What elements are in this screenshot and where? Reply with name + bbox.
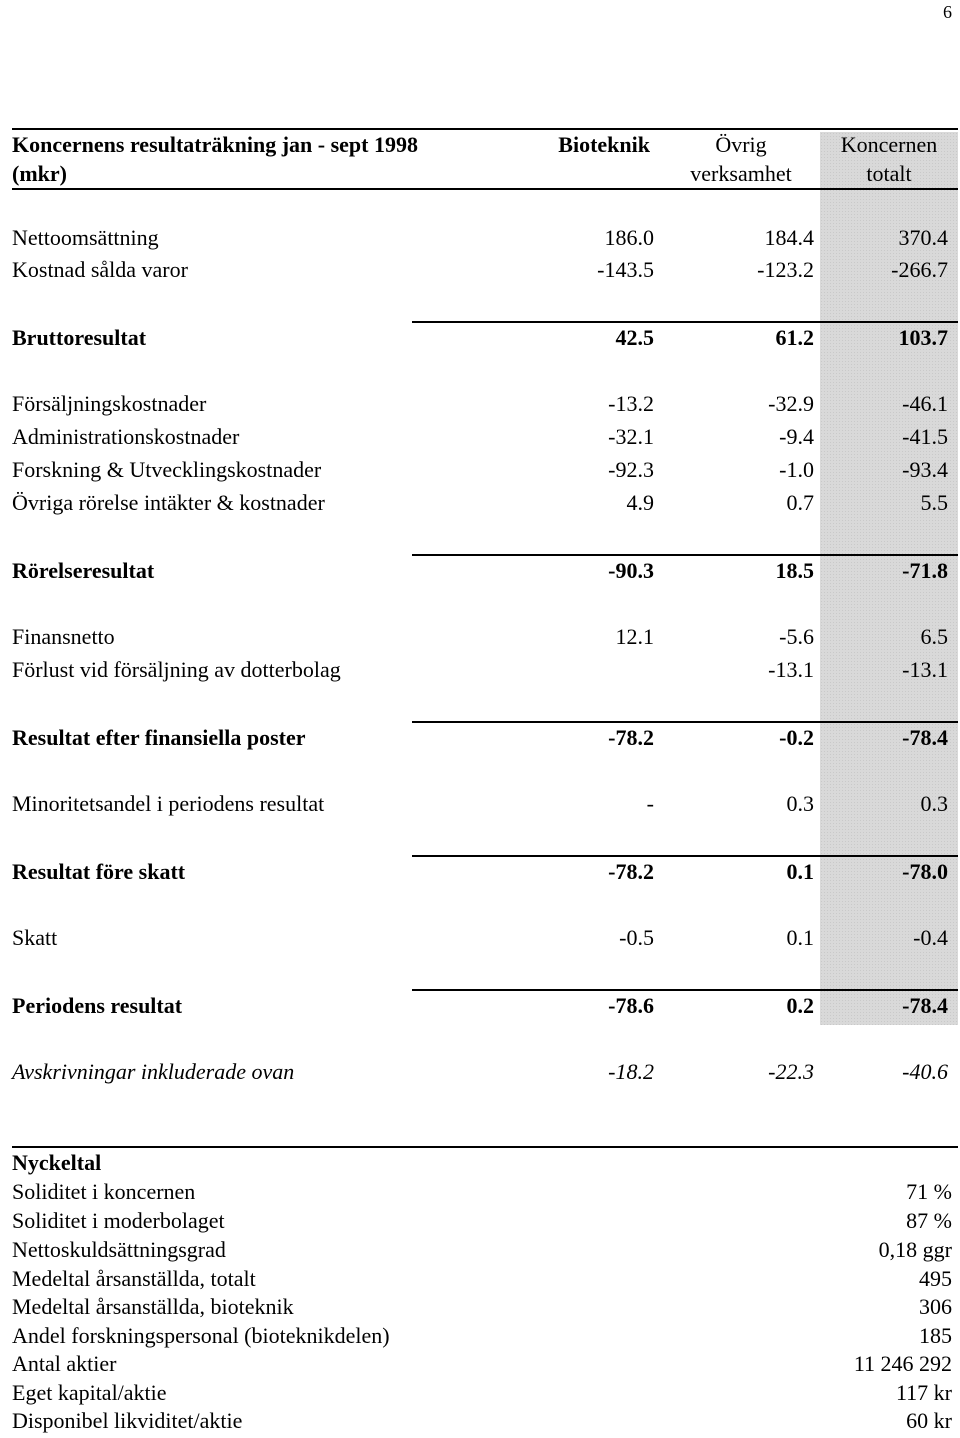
row-label: Forskning & Utvecklingskostnader [12,457,322,482]
column-header-bioteknik: Bioteknik [558,132,650,157]
table-row-subtotal [0,856,960,888]
row-label: Skatt [12,925,58,950]
value-ovrig: 0.1 [786,925,814,950]
table-row-total [0,990,960,1022]
table-title [12,130,512,188]
value-bioteknik: -143.5 [597,257,654,282]
value-bioteknik: -78.2 [608,725,654,750]
key-figure-value: 60 kr [906,1408,952,1433]
value-bioteknik: 42.5 [615,325,654,350]
value-bioteknik: 12.1 [615,624,654,649]
row-label: Försäljningskostnader [12,391,207,416]
value-total: 103.7 [898,325,948,350]
table-row [0,454,960,486]
value-total: -40.6 [902,1059,948,1084]
table-row [0,788,960,820]
table-row-subtotal [0,555,960,587]
value-ovrig: -0.2 [779,725,814,750]
value-total: -71.8 [902,558,948,583]
value-bioteknik: - [646,791,654,816]
table-row [0,388,960,420]
key-figure-label: Nettoskuldsättningsgrad [12,1237,226,1262]
value-ovrig: -1.0 [779,457,814,482]
key-figure-label: Antal aktier [12,1351,117,1376]
key-figure-label: Andel forskningspersonal (bioteknikdelen) [12,1323,390,1348]
key-figure-value: 495 [919,1266,952,1291]
key-figure-row [0,1378,960,1407]
row-label: Resultat efter finansiella poster [12,725,306,750]
row-label: Resultat före skatt [12,859,186,884]
value-ovrig: -13.1 [768,657,814,682]
key-figure-row [0,1177,960,1206]
value-ovrig: -5.6 [779,624,814,649]
row-label: Nettoomsättning [12,225,159,250]
key-figure-row [0,1206,960,1235]
value-total: 370.4 [898,225,948,250]
column-header-koncernen-line2: totalt [866,161,912,186]
key-figure-label: Disponibel likviditet/aktie [12,1408,243,1433]
key-figure-value: 11 246 292 [853,1351,952,1376]
value-bioteknik: -78.2 [608,859,654,884]
table-row [0,621,960,653]
table-row [0,922,960,954]
value-ovrig: 0.7 [786,490,814,515]
value-ovrig: -9.4 [779,424,814,449]
value-total: -93.4 [902,457,948,482]
value-total: -266.7 [891,257,948,282]
key-figure-row [0,1321,960,1350]
key-figure-value: 185 [919,1323,952,1348]
table-row-subtotal [0,322,960,354]
value-total: -13.1 [902,657,948,682]
table-row-note [0,1056,960,1088]
value-bioteknik: 4.9 [626,490,654,515]
column-header-koncernen [820,130,958,188]
value-total: -78.4 [902,725,948,750]
key-figures-heading: Nyckeltal [12,1150,102,1175]
value-total: 0.3 [920,791,948,816]
row-label: Periodens resultat [12,993,183,1018]
row-label: Minoritetsandel i periodens resultat [12,791,325,816]
value-total: 6.5 [920,624,948,649]
column-header-ovrig [668,130,814,188]
row-label: Rörelseresultat [12,558,155,583]
value-ovrig: 18.5 [775,558,814,583]
table-row [0,487,960,519]
key-figure-value: 71 % [906,1179,952,1204]
column-header-ovrig-line1: Övrig [715,132,767,157]
key-figure-value: 0,18 ggr [878,1237,952,1262]
row-label: Övriga rörelse intäkter & kostnader [12,490,325,515]
value-total: -0.4 [913,925,948,950]
value-ovrig: -123.2 [757,257,814,282]
value-total: 5.5 [920,490,948,515]
table-row [0,421,960,453]
key-figure-row [0,1264,960,1293]
value-total: -41.5 [902,424,948,449]
key-figure-label: Medeltal årsanställda, bioteknik [12,1294,294,1319]
value-bioteknik: 186.0 [604,225,654,250]
key-figure-label: Eget kapital/aktie [12,1380,167,1405]
value-bioteknik: -13.2 [608,391,654,416]
value-total: -78.0 [902,859,948,884]
key-figure-value: 87 % [906,1208,952,1233]
table-row [0,654,960,686]
value-ovrig: 61.2 [775,325,814,350]
value-bioteknik: -32.1 [608,424,654,449]
table-row [0,222,960,254]
key-figure-row [0,1292,960,1321]
key-figure-row [0,1235,960,1264]
value-ovrig: 0.3 [786,791,814,816]
key-figure-label: Soliditet i koncernen [12,1179,196,1204]
row-label: Finansnetto [12,624,115,649]
row-label: Förlust vid försäljning av dotterbolag [12,657,341,682]
table-row-subtotal [0,722,960,754]
key-figure-value: 306 [919,1294,952,1319]
table-row [0,254,960,286]
value-total: -46.1 [902,391,948,416]
value-bioteknik: -0.5 [619,925,654,950]
key-figure-value: 117 kr [895,1380,952,1405]
value-ovrig: 0.1 [786,859,814,884]
value-ovrig: -32.9 [768,391,814,416]
column-header-koncernen-line1: Koncernen [840,132,938,157]
table-title-line1: Koncernens resultaträkning jan - sept 1998 [12,132,418,157]
row-label: Kostnad sålda varor [12,257,188,282]
row-label: Administrationskostnader [12,424,240,449]
column-header-ovrig-line2: verksamhet [690,161,792,186]
key-figure-row [0,1349,960,1378]
value-bioteknik: -90.3 [608,558,654,583]
key-figure-row [0,1406,960,1435]
value-bioteknik: -78.6 [608,993,654,1018]
key-figure-label: Soliditet i moderbolaget [12,1208,225,1233]
value-bioteknik: -18.2 [608,1059,654,1084]
table-title-unit: (mkr) [12,161,67,186]
page-number: 6 [943,2,952,22]
value-ovrig: 184.4 [764,225,814,250]
row-label: Bruttoresultat [12,325,147,350]
table-header-rule [12,188,958,190]
value-total: -78.4 [902,993,948,1018]
key-figure-label: Medeltal årsanställda, totalt [12,1266,256,1291]
row-label: Avskrivningar inkluderade ovan [12,1059,295,1084]
key-figures-title [0,1148,960,1177]
value-bioteknik: -92.3 [608,457,654,482]
value-ovrig: -22.3 [768,1059,814,1084]
value-ovrig: 0.2 [786,993,814,1018]
